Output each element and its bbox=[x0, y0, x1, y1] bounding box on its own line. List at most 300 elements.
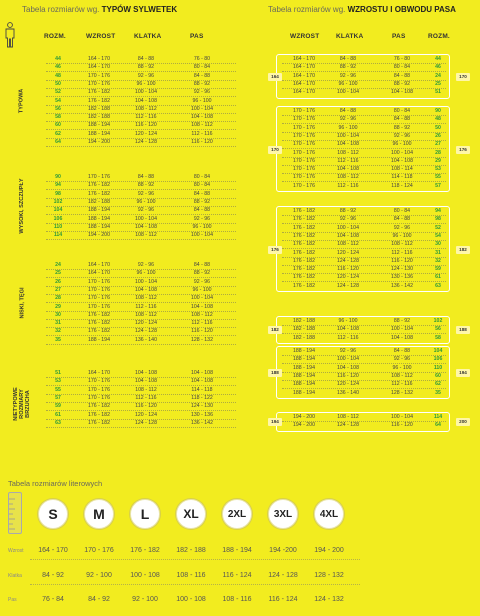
size-code: 114 bbox=[53, 232, 63, 239]
size-code: 50 bbox=[55, 80, 61, 87]
table-cell: 92 - 96 bbox=[393, 224, 411, 231]
size-code: 48 bbox=[55, 72, 61, 79]
table-cell: 194 - 200 bbox=[88, 139, 110, 145]
table-cell: 176 - 182 bbox=[293, 241, 315, 248]
ruler-icon bbox=[8, 492, 22, 534]
table-cell: 194 - 200 bbox=[293, 414, 315, 420]
table-cell: 170 - 176 bbox=[293, 149, 315, 156]
table-cell: 108 - 112 bbox=[135, 232, 157, 239]
table-cell: 104 - 108 bbox=[391, 334, 413, 341]
table-cell: 84 - 88 bbox=[393, 216, 411, 223]
table-cell: 124 - 128 bbox=[337, 257, 359, 264]
letter-size-table-title: Tabela rozmiarów literowych bbox=[8, 479, 103, 488]
size-code: 57 bbox=[55, 394, 61, 401]
table-cell: 104 - 108 bbox=[135, 286, 157, 293]
table-cell: 100 - 104 bbox=[391, 149, 413, 156]
height-range-start-badge: 176 bbox=[268, 246, 282, 254]
table-cell: 164 - 170 bbox=[88, 270, 110, 277]
table-cell: 84 - 88 bbox=[339, 108, 357, 114]
group-label: NISKI, TĘGI bbox=[19, 286, 25, 319]
table-cell: 112 - 116 bbox=[135, 114, 157, 121]
table-cell: 84 - 88 bbox=[137, 174, 155, 180]
table-cell: 100 - 104 bbox=[337, 132, 359, 139]
size-code: 26 bbox=[435, 132, 441, 139]
table-cell: 84 - 88 bbox=[193, 207, 211, 214]
size-code: 35 bbox=[55, 336, 61, 343]
size-code: 51 bbox=[55, 370, 61, 376]
size-code: 56 bbox=[435, 326, 441, 333]
table-cell: 84 - 88 bbox=[193, 262, 211, 268]
table-cell: 108 - 112 bbox=[135, 311, 157, 318]
pas-value: 100 - 108 bbox=[176, 596, 206, 603]
wzrost-value: 164 - 170 bbox=[38, 547, 68, 554]
table-cell: 170 - 176 bbox=[88, 394, 110, 401]
size-code: 94 bbox=[55, 182, 61, 189]
size-code: 62 bbox=[55, 130, 61, 137]
table-cell: 92 - 96 bbox=[137, 262, 155, 268]
table-cell: 124 - 128 bbox=[135, 419, 157, 426]
right-header-klatka: KLATKA bbox=[336, 33, 364, 40]
table-cell: 112 - 116 bbox=[135, 394, 157, 401]
table-cell: 170 - 176 bbox=[293, 124, 315, 131]
table-cell: 176 - 182 bbox=[88, 97, 110, 104]
table-cell: 170 - 176 bbox=[88, 295, 110, 302]
table-cell: 88 - 92 bbox=[393, 80, 411, 87]
size-code: 94 bbox=[435, 208, 441, 214]
size-code: 114 bbox=[433, 414, 443, 420]
table-cell: 170 - 176 bbox=[88, 72, 110, 79]
table-cell: 96 - 100 bbox=[392, 232, 412, 239]
table-cell: 136 - 142 bbox=[391, 282, 413, 289]
table-cell: 136 - 142 bbox=[191, 419, 213, 426]
row-label-pas: Pas bbox=[8, 597, 17, 603]
table-cell: 88 - 92 bbox=[193, 198, 211, 205]
table-cell: 176 - 182 bbox=[293, 216, 315, 223]
table-cell: 112 - 116 bbox=[337, 182, 359, 189]
size-code: 56 bbox=[55, 105, 61, 112]
table-cell: 96 - 100 bbox=[136, 198, 156, 205]
table-cell: 92 - 96 bbox=[193, 89, 211, 96]
table-cell: 176 - 182 bbox=[88, 89, 110, 96]
height-range-start-badge: 188 bbox=[268, 369, 282, 377]
table-cell: 96 - 100 bbox=[338, 124, 358, 131]
size-code: 55 bbox=[55, 386, 61, 393]
size-circle-2xl[interactable] bbox=[222, 499, 252, 529]
size-code: 61 bbox=[55, 411, 61, 418]
size-code: 24 bbox=[55, 262, 61, 268]
table-cell: 182 - 188 bbox=[293, 326, 315, 333]
height-range-start-badge: 194 bbox=[268, 418, 282, 426]
table-cell: 108 - 112 bbox=[337, 174, 359, 181]
table-cell: 108 - 112 bbox=[337, 414, 359, 420]
table-cell: 100 - 104 bbox=[337, 89, 359, 96]
table-cell: 96 - 100 bbox=[338, 318, 358, 324]
right-table-title bbox=[268, 5, 456, 14]
table-cell: 120 - 124 bbox=[135, 411, 157, 418]
size-code: 50 bbox=[435, 124, 441, 131]
size-code: 51 bbox=[435, 89, 441, 96]
table-cell: 128 - 132 bbox=[391, 389, 413, 396]
size-code: 62 bbox=[435, 381, 441, 388]
table-cell: 164 - 170 bbox=[293, 89, 315, 96]
table-cell: 176 - 182 bbox=[88, 182, 110, 189]
right-title-bold: WZROSTU I OBWODU PASA bbox=[347, 5, 456, 14]
size-code: 30 bbox=[55, 311, 61, 318]
size-code: 63 bbox=[55, 419, 61, 426]
table-cell: 112 - 116 bbox=[337, 157, 359, 164]
table-cell: 114 - 118 bbox=[191, 386, 213, 393]
table-cell: 188 - 194 bbox=[88, 223, 110, 230]
size-code: 110 bbox=[53, 223, 63, 230]
table-cell: 104 - 108 bbox=[135, 97, 157, 104]
table-cell: 80 - 84 bbox=[393, 108, 411, 114]
table-cell: 104 - 108 bbox=[191, 114, 213, 121]
table-cell: 170 - 176 bbox=[88, 378, 110, 385]
left-header-klatka: KLATKA bbox=[134, 33, 162, 40]
pas-value: 92 - 100 bbox=[132, 596, 158, 603]
table-cell: 120 - 124 bbox=[337, 381, 359, 388]
table-cell: 96 - 100 bbox=[192, 286, 212, 293]
table-cell: 104 - 108 bbox=[135, 223, 157, 230]
divider-line bbox=[30, 559, 360, 560]
table-cell: 170 - 176 bbox=[293, 182, 315, 189]
table-cell: 170 - 176 bbox=[293, 116, 315, 123]
size-letter: 3XL bbox=[273, 508, 293, 520]
left-title-prefix: Tabela rozmiarów wg. bbox=[22, 5, 100, 14]
size-code: 64 bbox=[435, 422, 441, 429]
table-cell: 170 - 176 bbox=[88, 174, 110, 180]
table-cell: 108 - 112 bbox=[391, 241, 413, 248]
right-header-wzrost: WZROST bbox=[290, 33, 320, 40]
table-cell: 128 - 132 bbox=[191, 336, 213, 343]
size-code: 55 bbox=[435, 174, 441, 181]
table-cell: 136 - 140 bbox=[135, 336, 157, 343]
table-cell: 136 - 140 bbox=[337, 389, 359, 396]
size-code: 29 bbox=[435, 157, 441, 164]
table-cell: 108 - 112 bbox=[135, 295, 157, 302]
table-cell: 112 - 116 bbox=[135, 303, 157, 310]
size-code: 53 bbox=[55, 378, 61, 385]
pas-value: 84 - 92 bbox=[88, 596, 110, 603]
size-circle-xl[interactable] bbox=[176, 499, 206, 529]
size-code: 35 bbox=[435, 389, 441, 396]
table-cell: 96 - 100 bbox=[192, 223, 212, 230]
table-cell: 104 - 108 bbox=[337, 232, 359, 239]
size-code: 30 bbox=[435, 241, 441, 248]
table-cell: 104 - 108 bbox=[135, 370, 157, 376]
table-cell: 164 - 170 bbox=[88, 370, 110, 376]
size-letter: M bbox=[93, 506, 105, 522]
table-cell: 182 - 188 bbox=[88, 114, 110, 121]
size-code: 90 bbox=[55, 174, 61, 180]
table-cell: 188 - 194 bbox=[88, 215, 110, 222]
table-cell: 84 - 88 bbox=[393, 348, 411, 354]
size-code: 25 bbox=[55, 270, 61, 277]
pas-value: 108 - 116 bbox=[222, 596, 252, 603]
table-cell: 96 - 100 bbox=[392, 141, 412, 148]
table-cell: 96 - 100 bbox=[192, 97, 212, 104]
size-code: 32 bbox=[435, 257, 441, 264]
table-cell: 188 - 194 bbox=[88, 122, 110, 129]
size-code: 28 bbox=[55, 295, 61, 302]
table-cell: 88 - 92 bbox=[393, 124, 411, 131]
table-cell: 120 - 124 bbox=[337, 274, 359, 281]
pas-value: 124 - 132 bbox=[314, 596, 344, 603]
table-cell: 116 - 120 bbox=[337, 372, 359, 379]
group-label: TYPOWA bbox=[19, 88, 26, 113]
table-cell: 116 - 120 bbox=[391, 422, 413, 429]
table-cell: 84 - 88 bbox=[193, 72, 211, 79]
table-cell: 108 - 112 bbox=[191, 311, 213, 318]
klatka-value: 116 - 124 bbox=[222, 572, 252, 579]
size-code: 60 bbox=[435, 372, 441, 379]
table-cell: 164 - 170 bbox=[293, 56, 315, 62]
table-cell: 176 - 182 bbox=[88, 311, 110, 318]
size-code: 106 bbox=[53, 215, 63, 222]
size-code: 104 bbox=[53, 207, 63, 214]
table-cell: 176 - 182 bbox=[293, 224, 315, 231]
table-cell: 176 - 182 bbox=[88, 328, 110, 335]
size-code: 110 bbox=[433, 364, 443, 371]
table-cell: 92 - 96 bbox=[193, 215, 211, 222]
divider-line bbox=[30, 584, 360, 585]
wzrost-value: 188 - 194 bbox=[222, 547, 252, 554]
table-cell: 170 - 176 bbox=[88, 286, 110, 293]
table-cell: 164 - 170 bbox=[88, 64, 110, 71]
table-cell: 104 - 108 bbox=[337, 166, 359, 173]
size-code: 60 bbox=[55, 122, 61, 129]
table-cell: 104 - 108 bbox=[391, 89, 413, 96]
size-circle-l[interactable] bbox=[130, 499, 160, 529]
row-divider bbox=[46, 344, 236, 345]
table-cell: 88 - 92 bbox=[339, 208, 357, 214]
group-label: WYSOKI, SZCZUPŁY bbox=[19, 178, 26, 234]
table-cell: 100 - 104 bbox=[191, 105, 213, 112]
size-code: 58 bbox=[55, 114, 61, 121]
table-cell: 108 - 112 bbox=[337, 149, 359, 156]
table-cell: 188 - 194 bbox=[293, 389, 315, 396]
table-cell: 92 - 96 bbox=[137, 72, 155, 79]
table-cell: 116 - 120 bbox=[391, 257, 413, 264]
size-code: 31 bbox=[55, 320, 61, 327]
table-cell: 124 - 130 bbox=[391, 266, 413, 273]
table-cell: 104 - 108 bbox=[191, 303, 213, 310]
table-cell: 84 - 88 bbox=[393, 72, 411, 79]
table-cell: 88 - 92 bbox=[339, 64, 357, 71]
table-cell: 176 - 182 bbox=[293, 232, 315, 239]
table-cell: 88 - 92 bbox=[193, 80, 211, 87]
size-code: 102 bbox=[433, 318, 443, 324]
size-code: 26 bbox=[55, 278, 61, 285]
table-cell: 188 - 194 bbox=[88, 130, 110, 137]
table-cell: 124 - 128 bbox=[135, 139, 157, 145]
table-cell: 120 - 124 bbox=[337, 249, 359, 256]
table-cell: 194 - 200 bbox=[88, 232, 110, 239]
size-circle-3xl[interactable] bbox=[268, 499, 298, 529]
table-cell: 182 - 188 bbox=[88, 105, 110, 112]
size-letter: 2XL bbox=[227, 508, 247, 520]
size-code: 48 bbox=[435, 116, 441, 123]
table-cell: 92 - 96 bbox=[193, 278, 211, 285]
table-cell: 108 - 112 bbox=[191, 122, 213, 129]
table-cell: 182 - 188 bbox=[293, 334, 315, 341]
table-cell: 164 - 170 bbox=[293, 80, 315, 87]
table-cell: 108 - 114 bbox=[391, 166, 413, 173]
table-cell: 124 - 128 bbox=[337, 282, 359, 289]
table-cell: 92 - 96 bbox=[339, 216, 357, 223]
table-cell: 114 - 118 bbox=[391, 174, 413, 181]
table-cell: 176 - 182 bbox=[293, 208, 315, 214]
table-cell: 104 - 108 bbox=[191, 370, 213, 376]
wzrost-value: 176 - 182 bbox=[130, 547, 160, 554]
size-code: 102 bbox=[53, 198, 63, 205]
table-cell: 170 - 176 bbox=[293, 166, 315, 173]
right-title-prefix: Tabela rozmiarów wg. bbox=[268, 5, 346, 14]
klatka-value: 100 - 108 bbox=[130, 572, 160, 579]
height-range-start-badge: 164 bbox=[268, 73, 282, 81]
table-cell: 120 - 124 bbox=[135, 130, 157, 137]
height-range-end-badge: 176 bbox=[456, 146, 470, 154]
table-cell: 80 - 84 bbox=[193, 182, 211, 189]
table-cell: 170 - 176 bbox=[88, 386, 110, 393]
table-cell: 92 - 96 bbox=[137, 190, 155, 197]
size-circle-s[interactable] bbox=[38, 499, 68, 529]
size-circle-4xl[interactable] bbox=[314, 499, 344, 529]
table-cell: 176 - 182 bbox=[88, 403, 110, 410]
right-header-rozm: ROZM. bbox=[428, 33, 450, 40]
height-range-start-badge: 170 bbox=[268, 146, 282, 154]
table-cell: 170 - 176 bbox=[293, 132, 315, 139]
group-label: NIETYPOWE ROZMIARY BRZUCHA bbox=[13, 387, 31, 421]
table-cell: 96 - 100 bbox=[338, 80, 358, 87]
size-code: 98 bbox=[55, 190, 61, 197]
size-code: 31 bbox=[435, 249, 441, 256]
table-cell: 88 - 92 bbox=[193, 270, 211, 277]
table-cell: 104 - 108 bbox=[337, 141, 359, 148]
size-code: 32 bbox=[55, 328, 61, 335]
table-cell: 112 - 116 bbox=[191, 320, 213, 327]
table-cell: 170 - 176 bbox=[293, 141, 315, 148]
table-cell: 120 - 124 bbox=[135, 320, 157, 327]
table-cell: 188 - 194 bbox=[293, 372, 315, 379]
table-cell: 92 - 96 bbox=[339, 72, 357, 79]
table-cell: 164 - 170 bbox=[293, 72, 315, 79]
height-range-end-badge: 170 bbox=[456, 73, 470, 81]
size-code: 46 bbox=[55, 64, 61, 71]
left-header-wzrost: WZROST bbox=[86, 33, 116, 40]
table-cell: 84 - 88 bbox=[193, 190, 211, 197]
table-cell: 170 - 176 bbox=[88, 303, 110, 310]
table-cell: 84 - 88 bbox=[393, 116, 411, 123]
size-code: 104 bbox=[433, 348, 443, 354]
height-range-end-badge: 194 bbox=[456, 369, 470, 377]
table-cell: 170 - 176 bbox=[293, 157, 315, 164]
table-cell: 100 - 104 bbox=[135, 89, 157, 96]
size-code: 53 bbox=[435, 166, 441, 173]
table-cell: 164 - 170 bbox=[88, 56, 110, 62]
table-cell: 96 - 100 bbox=[392, 364, 412, 371]
table-cell: 104 - 108 bbox=[337, 364, 359, 371]
table-cell: 100 - 104 bbox=[191, 295, 213, 302]
table-cell: 176 - 182 bbox=[293, 282, 315, 289]
table-cell: 108 - 112 bbox=[391, 372, 413, 379]
table-cell: 80 - 84 bbox=[193, 64, 211, 71]
height-range-end-badge: 188 bbox=[456, 326, 470, 334]
table-cell: 188 - 194 bbox=[293, 364, 315, 371]
right-header-pas: PAS bbox=[392, 33, 406, 40]
table-cell: 104 - 108 bbox=[391, 157, 413, 164]
table-cell: 170 - 176 bbox=[293, 108, 315, 114]
left-table-title bbox=[22, 5, 177, 14]
table-cell: 76 - 80 bbox=[193, 56, 211, 62]
table-cell: 92 - 96 bbox=[339, 348, 357, 354]
table-cell: 188 - 194 bbox=[88, 336, 110, 343]
size-code: 59 bbox=[435, 266, 441, 273]
person-figure-icon bbox=[3, 22, 17, 48]
row-label-wzrost: Wzrost bbox=[8, 548, 24, 554]
table-cell: 188 - 194 bbox=[293, 348, 315, 354]
size-code: 52 bbox=[55, 89, 61, 96]
table-cell: 188 - 194 bbox=[293, 356, 315, 363]
row-label-klatka: Klatka bbox=[8, 573, 22, 579]
table-cell: 130 - 136 bbox=[191, 411, 213, 418]
klatka-value: 84 - 92 bbox=[42, 572, 64, 579]
table-cell: 100 - 104 bbox=[337, 356, 359, 363]
table-cell: 112 - 116 bbox=[337, 334, 359, 341]
table-cell: 100 - 104 bbox=[391, 326, 413, 333]
size-letter: XL bbox=[183, 507, 199, 521]
table-cell: 116 - 120 bbox=[135, 403, 157, 410]
table-cell: 92 - 96 bbox=[339, 116, 357, 123]
table-cell: 84 - 88 bbox=[137, 56, 155, 62]
size-code: 54 bbox=[435, 232, 441, 239]
left-header-pas: PAS bbox=[190, 33, 204, 40]
table-cell: 176 - 182 bbox=[293, 274, 315, 281]
table-cell: 188 - 194 bbox=[293, 381, 315, 388]
table-cell: 176 - 182 bbox=[88, 320, 110, 327]
size-code: 98 bbox=[435, 216, 441, 223]
wzrost-value: 194 - 200 bbox=[314, 547, 344, 554]
table-cell: 88 - 92 bbox=[393, 318, 411, 324]
table-cell: 116 - 120 bbox=[191, 328, 213, 335]
table-cell: 100 - 104 bbox=[135, 215, 157, 222]
table-cell: 164 - 170 bbox=[88, 262, 110, 268]
table-cell: 176 - 182 bbox=[293, 249, 315, 256]
height-range-end-badge: 200 bbox=[456, 418, 470, 426]
size-code: 25 bbox=[435, 80, 441, 87]
size-letter: S bbox=[48, 506, 58, 522]
table-cell: 96 - 100 bbox=[136, 80, 156, 87]
klatka-value: 128 - 132 bbox=[314, 572, 344, 579]
table-cell: 100 - 104 bbox=[337, 224, 359, 231]
table-cell: 170 - 176 bbox=[293, 174, 315, 181]
table-cell: 176 - 182 bbox=[88, 190, 110, 197]
table-cell: 76 - 80 bbox=[393, 56, 411, 62]
size-code: 27 bbox=[55, 286, 61, 293]
table-cell: 170 - 176 bbox=[88, 278, 110, 285]
table-cell: 170 - 176 bbox=[88, 80, 110, 87]
size-circle-m[interactable] bbox=[84, 499, 114, 529]
size-code: 59 bbox=[55, 403, 61, 410]
size-code: 64 bbox=[55, 139, 61, 145]
klatka-value: 92 - 100 bbox=[86, 572, 112, 579]
table-cell: 116 - 120 bbox=[337, 266, 359, 273]
table-cell: 112 - 116 bbox=[391, 381, 413, 388]
table-cell: 112 - 116 bbox=[391, 249, 413, 256]
pas-value: 76 - 84 bbox=[42, 596, 64, 603]
table-cell: 80 - 84 bbox=[193, 174, 211, 180]
table-cell: 182 - 188 bbox=[293, 318, 315, 324]
